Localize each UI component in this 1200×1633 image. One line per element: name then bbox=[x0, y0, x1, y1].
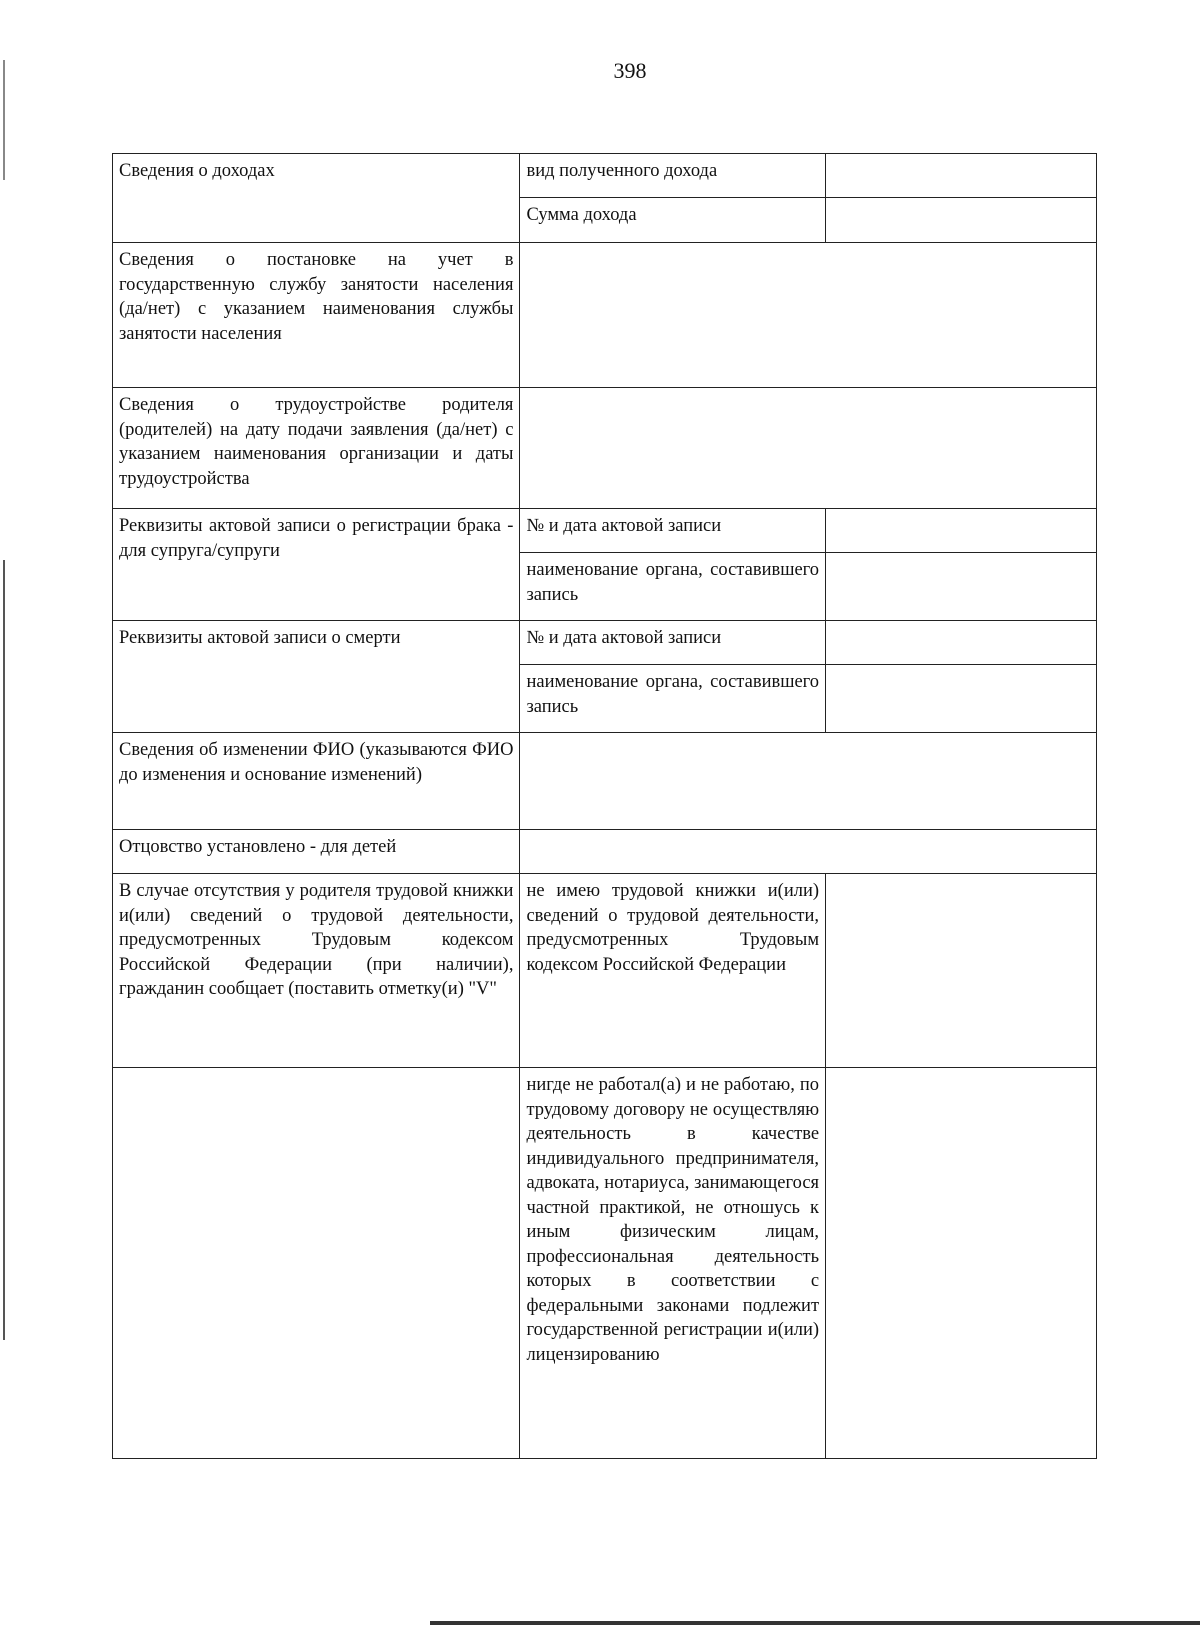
death-authority-field[interactable] bbox=[826, 665, 1097, 733]
income-type-field[interactable] bbox=[826, 154, 1097, 198]
income-amount-label: Сумма дохода bbox=[520, 198, 826, 243]
scan-bottom-bar bbox=[430, 1621, 1200, 1625]
row-income-type bbox=[113, 154, 1097, 198]
income-amount-field[interactable] bbox=[826, 198, 1097, 243]
marriage-number-label: № и дата актовой записи bbox=[520, 509, 826, 553]
workbook-option-2-label: нигде не работал(а) и не работаю, по трудовому договору не осуществляю деятельность в качестве индивидуального предпринимателя, адвоката, нотариуса, занимающегося частной практикой, не отношусь к иным физическим лицам, профессиональная деятельность которых в соответствии с федеральными законами подлежит государственной регистрации и(или) лицензированию bbox=[520, 1068, 826, 1459]
page-number: 398 bbox=[613, 58, 647, 83]
death-number-field[interactable] bbox=[826, 621, 1097, 665]
row-marriage-number bbox=[113, 509, 1097, 553]
marriage-number-field[interactable] bbox=[826, 509, 1097, 553]
paternity-field[interactable] bbox=[520, 830, 1097, 874]
fio-change-label: Сведения об изменении ФИО (указываются ФИО до изменения и основание изменений) bbox=[113, 733, 520, 830]
workbook-empty-cell bbox=[113, 1068, 520, 1459]
death-number-label: № и дата актовой записи bbox=[520, 621, 826, 665]
workbook-option-1-mark[interactable] bbox=[826, 874, 1097, 1068]
row-workbook-option-1 bbox=[113, 874, 1097, 1068]
application-form-table bbox=[112, 153, 1097, 1459]
income-type-label: вид полученного дохода bbox=[520, 154, 826, 198]
job-label: Сведения о трудоустройстве родителя (родителей) на дату подачи заявления (да/нет) с указанием наименования организации и даты трудоустройства bbox=[113, 388, 520, 509]
employment-service-label: Сведения о постановке на учет в государственную службу занятости населения (да/нет) с указанием наименования службы занятости населения bbox=[113, 243, 520, 388]
row-paternity bbox=[113, 830, 1097, 874]
marriage-label: Реквизиты актовой записи о регистрации брака - для супруга/супруги bbox=[113, 509, 520, 621]
workbook-option-2-mark[interactable] bbox=[826, 1068, 1097, 1459]
row-job bbox=[113, 388, 1097, 509]
income-label: Сведения о доходах bbox=[113, 154, 520, 243]
death-label: Реквизиты актовой записи о смерти bbox=[113, 621, 520, 733]
employment-service-field[interactable] bbox=[520, 243, 1097, 388]
workbook-option-1-label: не имею трудовой книжки и(или) сведений о трудовой деятельности, предусмотренных Трудовым кодексом Российской Федерации bbox=[520, 874, 826, 1068]
marriage-authority-field[interactable] bbox=[826, 553, 1097, 621]
paternity-label: Отцовство установлено - для детей bbox=[113, 830, 520, 874]
workbook-label: В случае отсутствия у родителя трудовой книжки и(или) сведений о трудовой деятельности, предусмотренных Трудовым кодексом Российской Федерации (при наличии), гражданин сообщает (поставить отметку(и) "V" bbox=[113, 874, 520, 1068]
row-workbook-option-2 bbox=[113, 1068, 1097, 1459]
fio-change-field[interactable] bbox=[520, 733, 1097, 830]
marriage-authority-label: наименование органа, составившего запись bbox=[520, 553, 826, 621]
death-authority-label: наименование органа, составившего запись bbox=[520, 665, 826, 733]
row-fio-change bbox=[113, 733, 1097, 830]
job-field[interactable] bbox=[520, 388, 1097, 509]
row-employment-service bbox=[113, 243, 1097, 388]
row-death-number bbox=[113, 621, 1097, 665]
scan-edge bbox=[3, 560, 5, 1340]
